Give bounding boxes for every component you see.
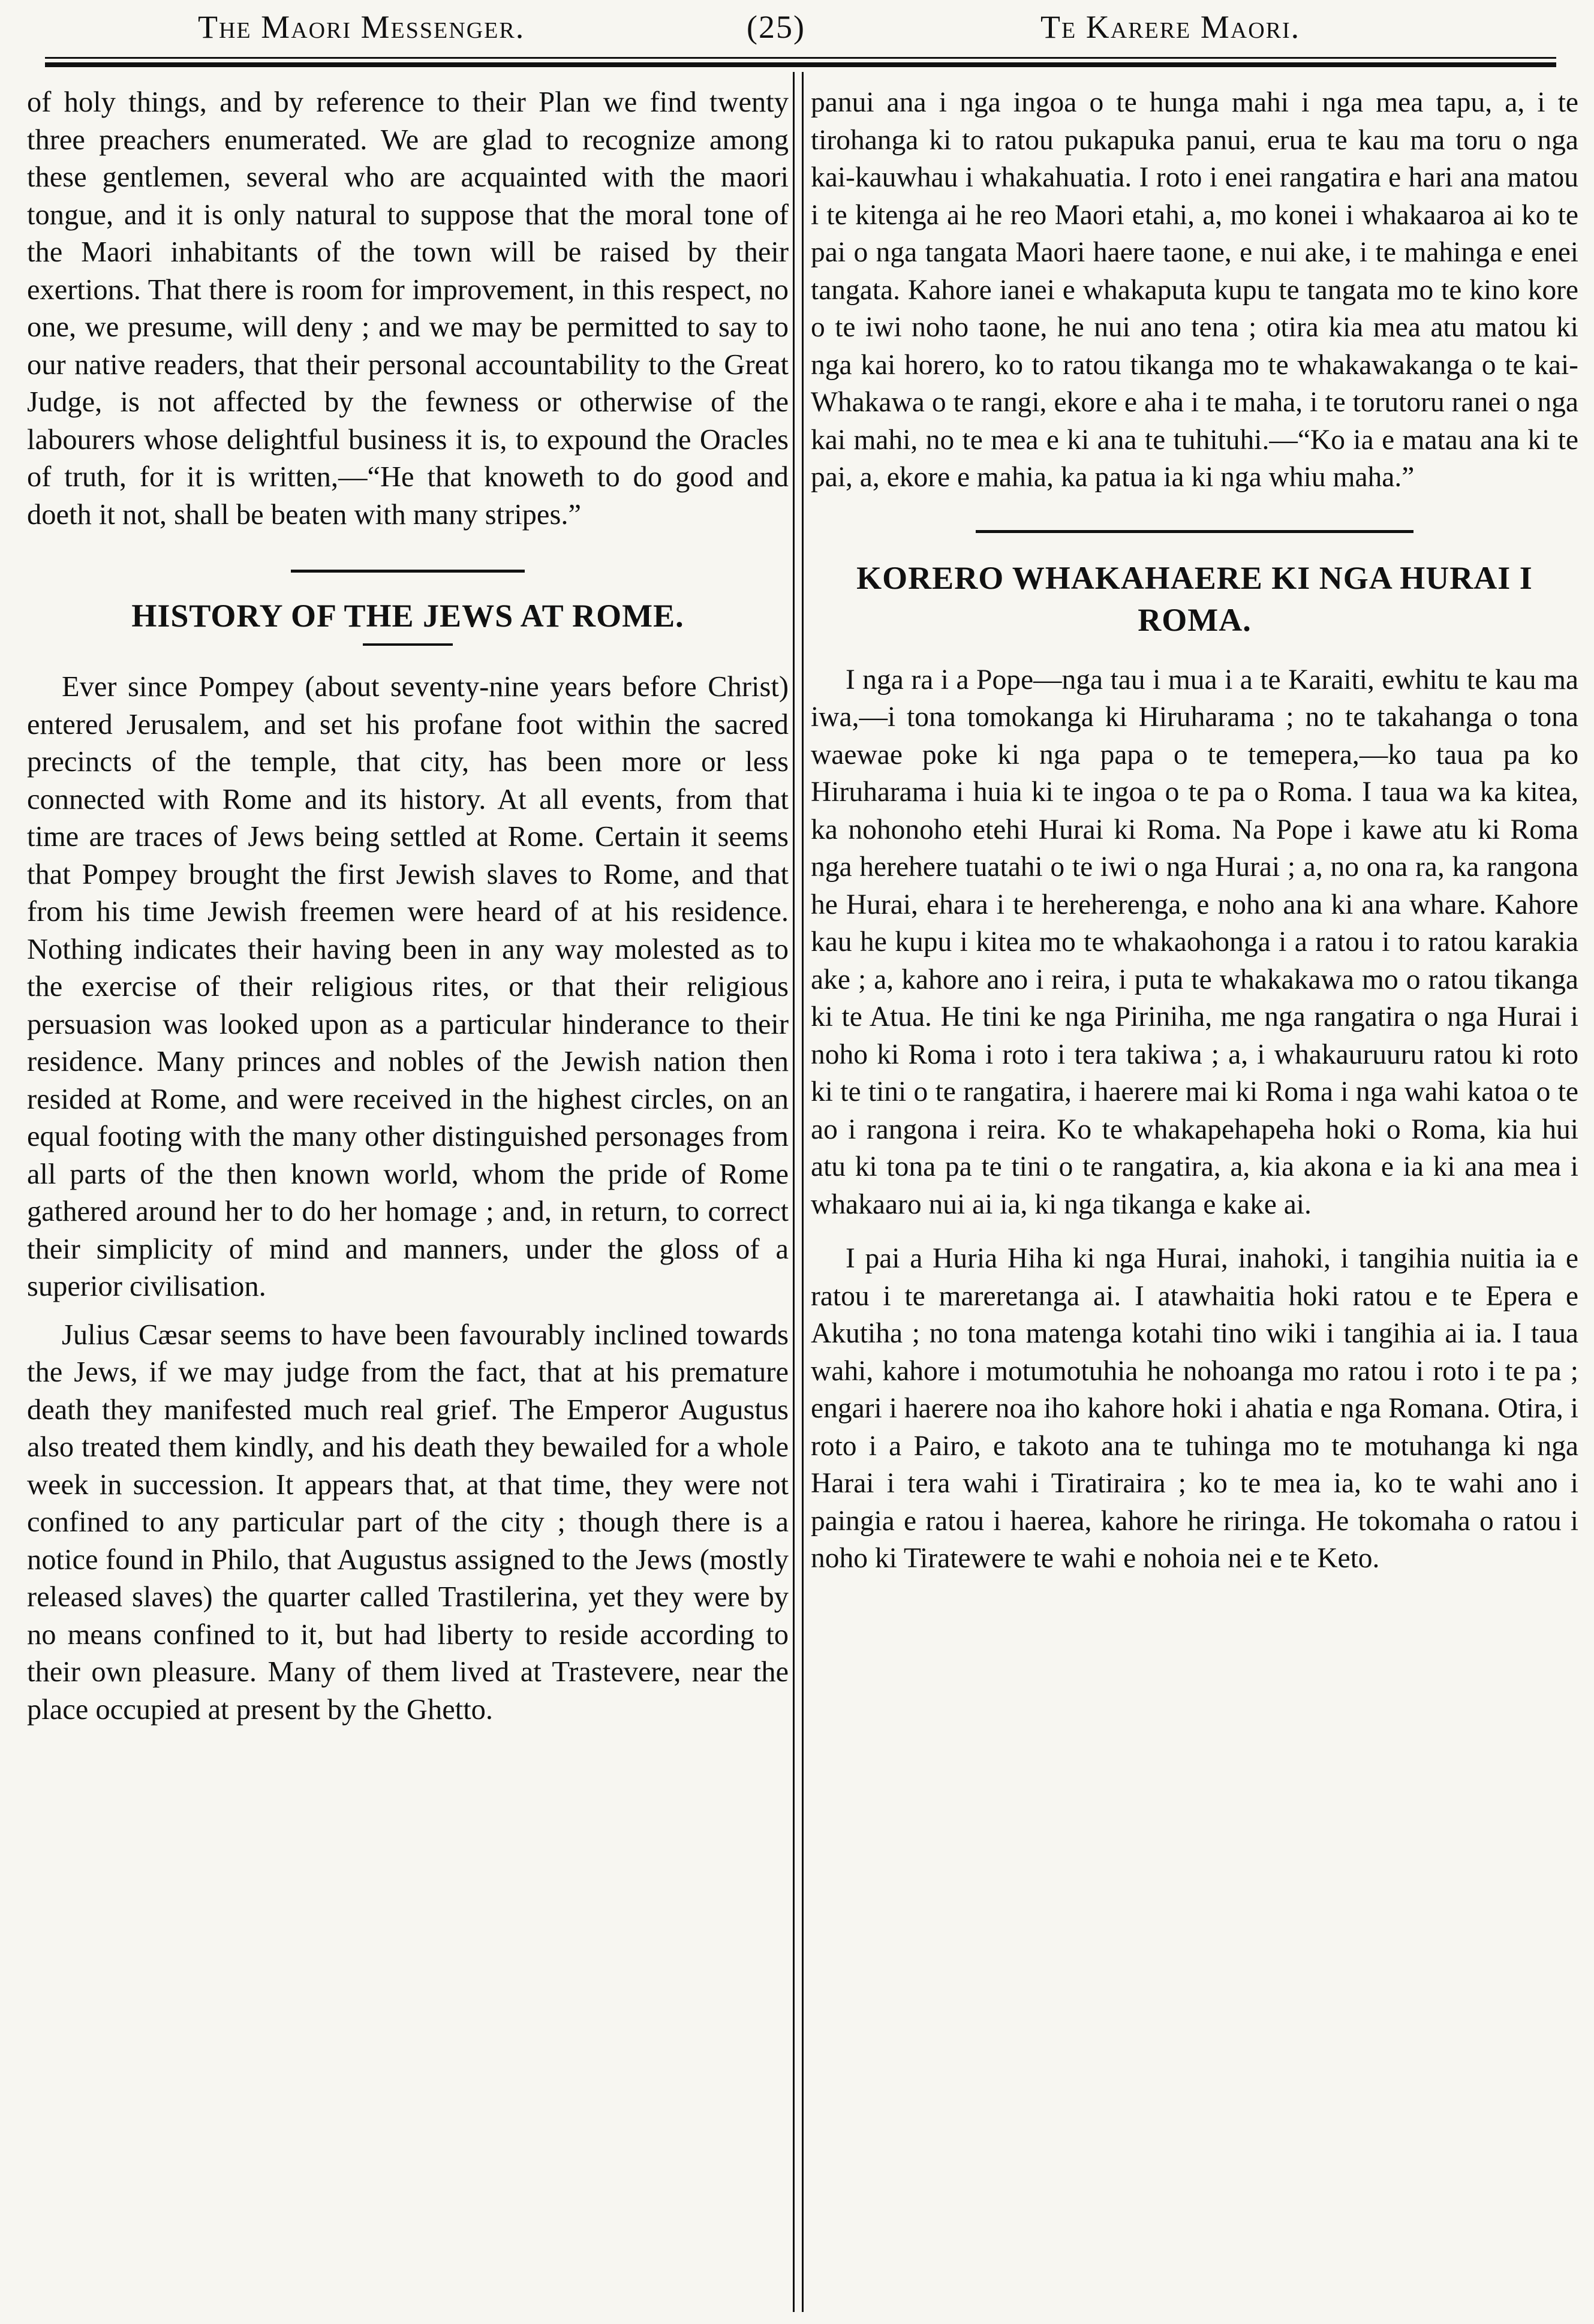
maori-continuation-paragraph: panui ana i nga ingoa o te hunga mahi i nga mea tapu, a, i te tirohanga ki to ratou pukapuka panui, erua te kau ma toru o nga kai-kauwhau i whakahuatia. I roto i enei rangatira e hari ana matou i te kitenga ai he reo Maori etahi, a, mo konei i whakaaroa ai ko te pai o nga tangata Maori haere taone, e nui ake, i te mahinga e enei tangata. Kahore ianei e whakaputa kupu te tangata mo te kino kore o te iwi noho taone, he nui ano tena ; otira kia mea atu matou ki nga kai horero, ko to ratou tikanga mo te whakawakanga o te kai-Whakawa o te rangi, ekore e aha i te maha, i te torutoru ranei o nga kai mahi, no te mea e ki ana te tuhituhi.—“Ko ia e matau ana ki te pai, a, ekore e mahia, ka patua ia ki nga whiu maha.” [811,87,1578,493]
english-article-paragraph-2: Julius Cæsar seems to have been favourably inclined towards the Jews, if we may judge from the fact, that at his premature death they manifested much real grief. The Emperor Augustus also treated them kindly, and his death they bewailed for a whole week in succession. It appears that, at that time, they were not confined to any particular part of the city ; though there is a notice found in Philo, that Augustus assigned to the Jews (mostly released slaves) the quarter called Trastilerina, yet they were by no means confined to it, but had liberty to reside according to their own pleasure. Many of them lived at Trastevere, near the place occupied at present by the Ghetto. [27,1318,789,1726]
english-article-paragraph-1: Ever since Pompey (about seventy-nine years before Christ) entered Jerusalem, and set his profane foot within the sacred precincts of the temple, that city, has been more or less connected with Rome and its history. At all events, from that time are traces of Jews being settled at Rome. Certain it seems that Pompey brought the first Jewish slaves to Rome, and that from his time Jewish freemen were heard of at his residence. Nothing indicates their having been in any way molested as to the exercise of their religious rites, or that their religious persuasion was looked upon as a particular hinderance to their residence. Many princes and nobles of the Jewish nation then resided at Rome, and were received in the highest circles, on an equal footing with the many other distinguished personages from all parts of the then known world, whom the pride of Rome gathered around her to do her homage ; and, in return, to correct their simplicity of mind and manners, under the gloss of a superior civilisation. [27,671,789,1302]
header-rule-thick [45,62,1556,67]
page-header [0,0,1594,54]
column-divider [793,72,804,2312]
english-article-heading: HISTORY OF THE JEWS AT ROME. [131,598,684,634]
maori-column [811,84,1578,2306]
section-separator-rule [291,570,525,573]
header-rule-thin [45,57,1556,59]
page-number: (25) [747,9,805,45]
header-english-title: The Maori Messenger. [198,9,525,45]
maori-article-paragraph-2: I pai a Huria Hiha ki nga Hurai, inahoki, i tangihia nuitia ia e ratou i te mareretanga ai. I atawhaitia hoki ratou e te Epera e Akutiha ; no tona matenga kotahi tino wiki i tangihia ai ia. I taua wahi, kahore i motumotuhia he nohoanga mo ratou i roto i te pa ; engari i haerere noa iho kahore hoki i ahatia e nga Romana. Otira, i roto i a Pairo, e takoto ana te tuhinga mo te motuhanga ki nga Harai i tera wahi i Tiratiraira ; ko te mea ia, ko te wahi ano i paingia e ratou i haerea, kahore he riringa. He tokomaha o ratou i noho ki Tiratewere te wahi e nohoia nei e te Keto. [811,1243,1578,1574]
maori-article-paragraph-1: I nga ra i a Pope—nga tau i mua i a te Karaiti, ewhitu te kau ma iwa,—i tona tomokanga ki Hiruharama ; no te takahanga o tona waewae poke ki nga papa o te temepera,—ko taua pa ko Hiruharama i huia ki te ingoa o te pa o Roma. I taua wa ka kitea, ka nohonoho etehi Hurai ki Roma. Na Pope i kawe atu ki Roma nga herehere tuatahi o te iwi o nga Hurai ; a, no ona ra, ka rangona he Hurai, ehara i te hereherenga, e noho ana ki ana whare. Kahore kau he kupu i kitea mo te whakaohonga i a ratou i to ratou karakia ake ; a, kahore ano i reira, i puta te whakakawa mo o ratou tikanga ki te Atua. He tini ke nga Piriniha, me nga rangatira o nga Hurai i noho ki Roma i roto i tera takiwa ; a, i whakauruuru ratou ki roto ki te tini o te rangatira, i haerere mai ki Roma i nga wahi katoa o te ao i rangona i reira. Ko te whakapehapeha hoki o Roma, kia hui atu ki tona pa te tini o te rangatira, a, kia akona e ia ki ana mea i whakaaro nui ai ia, ki nga tikanga e kake ai. [811,664,1578,1220]
header-maori-title: Te Karere Maori. [1040,9,1301,45]
section-separator-rule [976,530,1413,533]
english-continuation-paragraph: of holy things, and by reference to their Plan we find twenty three preachers enumerated. We are glad to recognize among these gentlemen, several who are acquainted with the maori tongue, and it is only natural to suppose that the moral tone of the Maori inhabitants of the town will be raised by their exertions. That there is room for improvement, in this respect, no one, we presume, will deny ; and we may be permitted to say to our native readers, that their personal accountability to the Great Judge, is not affected by the fewness or otherwise of the labourers whose delightful business it is, to expound the Oracles of truth, for it is written,—“He that knoweth to do good and doeth it not, shall be beaten with many stripes.” [27,86,789,531]
heading-underline-rule [363,643,453,646]
english-column [27,84,789,2306]
maori-article-heading: KORERO WHAKAHAERE KI NGA HURAI I ROMA. [856,559,1533,638]
